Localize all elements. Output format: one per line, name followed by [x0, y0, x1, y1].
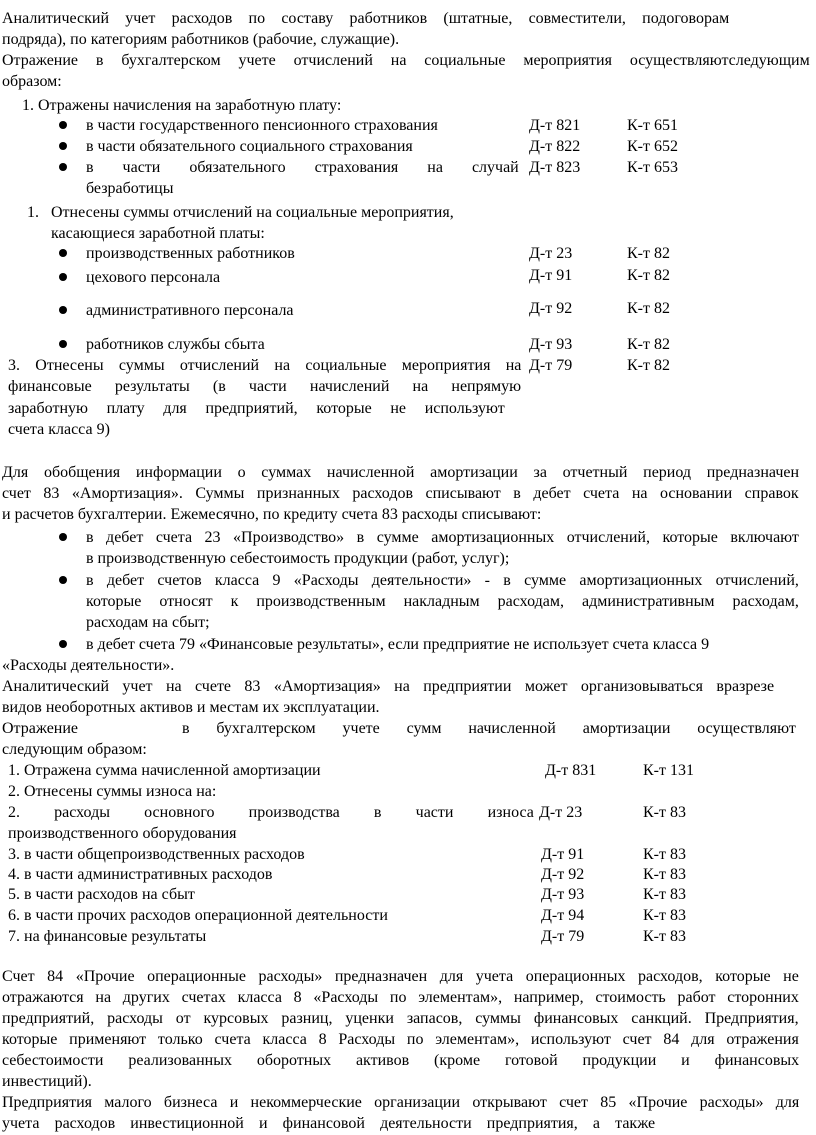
sec1-row-debit: Д-т 821 [529, 117, 581, 134]
bullet-icon [59, 576, 67, 584]
sec4-row-credit: К-т 131 [643, 762, 694, 779]
sec4-row-text-cont: производственного оборудования [8, 825, 237, 842]
amort-p1-line-2: счет 83 «Амортизация». Суммы признанных расходов списывают в дебет счета на основании справок [2, 485, 799, 502]
amort-p3-word: Отражение [2, 720, 79, 737]
sec2-row-text: административного персонала [86, 302, 294, 319]
amort-p2-line-2: видов необоротных активов и местам их эксплуатации. [2, 699, 380, 716]
outro-p2-line-2: учета расходов инвестиционной и финансовой деятельности предприятия, а также [2, 1115, 656, 1132]
sec2-row-debit: Д-т 92 [529, 300, 573, 317]
sec4-row-text: 2. расходы основного производства в части износа [8, 804, 534, 821]
sec4-row-debit: Д-т 79 [541, 928, 585, 945]
sec2-number: 1. [27, 204, 39, 221]
amort-p3-rest: в бухгалтерском учете сумм начисленной амортизации осуществляют [182, 720, 796, 737]
sec4-row-credit: К-т 83 [643, 866, 686, 883]
sec4-row-text: 6. в части прочих расходов операционной деятельности [8, 907, 388, 924]
intro-line-4: образом: [2, 73, 62, 90]
sec2-row-debit: Д-т 91 [529, 267, 573, 284]
outro-p2-line-1: Предприятия малого бизнеса и некоммерческие организации открывают счет 85 «Прочие расходы» для [2, 1094, 800, 1111]
sec4-row-text: 4. в части административных расходов [8, 866, 273, 883]
sec4-row-debit: Д-т 91 [541, 846, 585, 863]
sec2-row-debit: Д-т 23 [529, 245, 573, 262]
sec1-row-credit: К-т 651 [627, 117, 678, 134]
sec4-row-credit: К-т 83 [643, 886, 686, 903]
amort-bullet-1-line-1: в дебет счета 23 «Производство» в сумме амортизационных отчислений, которые включают [86, 529, 799, 546]
amort-p1-line-1: Для обобщения информации о суммах начисленной амортизации за отчетный период предназначен [2, 464, 800, 481]
sec2-row-credit: К-т 82 [627, 300, 670, 317]
intro-line-3: Отражение в бухгалтерском учете отчислений на социальные мероприятия осуществляютследующим [2, 52, 810, 69]
sec1-row-text-cont: безработицы [86, 180, 174, 197]
sec2-row-text: работников службы сбыта [86, 336, 265, 353]
outro-p1-line-2: отражаются на других счетах класса 8 «Расходы по элементам», например, стоимость работ сторонних [2, 989, 799, 1006]
sec1-row-text: в части обязательного социального страхования [86, 138, 413, 155]
sec2-row-text: цехового персонала [86, 269, 221, 286]
sec4-row-credit: К-т 83 [643, 907, 686, 924]
sec4-row-debit: Д-т 92 [541, 866, 585, 883]
sec3-credit: К-т 82 [627, 357, 670, 374]
bullet-icon [59, 640, 67, 648]
amort-bullet-2-line-2: которые относят к производственным накладным расходам, административным расходам, [86, 593, 799, 610]
sec1-row-text: в части обязательного страхования на случай [86, 159, 519, 176]
bullet-icon [59, 121, 67, 129]
sec4-row-debit: Д-т 93 [541, 886, 585, 903]
sec2-row-credit: К-т 82 [627, 245, 670, 262]
sec1-row-text: в части государственного пенсионного страхования [86, 117, 438, 134]
bullet-icon [59, 249, 67, 257]
outro-p1-line-4: которые применяют только счета класса 8 Расходы по элементам», используют счет 84 для отражения [2, 1031, 799, 1048]
sec4-row-text: 5. в части расходов на сбыт [8, 886, 195, 903]
sec2-heading-2: касающиеся заработной платы: [51, 225, 265, 242]
sec3-line-4: счета класса 9) [8, 421, 110, 438]
sec3-debit: Д-т 79 [529, 357, 573, 374]
sec4-row-text: 1. Отражена сумма начисленной амортизации [8, 762, 321, 779]
amort-p1-line-3: и расчетов бухгалтерии. Ежемесячно, по кредиту счета 83 расходы списывают: [2, 506, 542, 523]
intro-line-1: Аналитический учет расходов по составу работников (штатные, совместители, подоговорам [2, 10, 730, 27]
sec1-row-debit: Д-т 822 [529, 138, 581, 155]
sec2-row-credit: К-т 82 [627, 336, 670, 353]
bullet-icon [59, 340, 67, 348]
outro-p1-line-3: предприятий, расходы от курсовых разниц, уценки запасов, суммы финансовых санкций. Предприятия, [2, 1010, 799, 1027]
amort-tail: «Расходы деятельности». [2, 657, 175, 674]
sec1-row-credit: К-т 653 [627, 159, 678, 176]
sec4-row-credit: К-т 83 [643, 928, 686, 945]
bullet-icon [59, 533, 67, 541]
sec4-row-credit: К-т 83 [643, 804, 686, 821]
outro-p1-line-1: Счет 84 «Прочие операционные расходы» предназначен для учета операционных расходов, которые не [2, 968, 799, 985]
sec4-row-credit: К-т 83 [643, 846, 686, 863]
sec2-row-debit: Д-т 93 [529, 336, 573, 353]
sec2-heading-1: Отнесены суммы отчислений на социальные мероприятия, [51, 204, 454, 221]
sec1-row-credit: К-т 652 [627, 138, 678, 155]
sec1-heading: 1. Отражены начисления на заработную плату: [22, 97, 342, 114]
amort-bullet-3-line-1: в дебет счета 79 «Финансовые результаты», если предприятие не использует счета класса 9 [86, 636, 710, 653]
sec3-line-1: 3. Отнесены суммы отчислений на социальные мероприятия на [8, 357, 522, 374]
bullet-icon [59, 306, 67, 314]
sec4-row-debit: Д-т 94 [541, 907, 585, 924]
sec1-row-debit: Д-т 823 [529, 159, 581, 176]
sec2-row-credit: К-т 82 [627, 267, 670, 284]
sec4-row-text: 3. в части общепроизводственных расходов [8, 846, 305, 863]
bullet-icon [59, 163, 67, 171]
sec4-row-debit: Д-т 831 [545, 762, 597, 779]
sec3-line-2: финансовые результаты (в части начислений на непрямую [8, 378, 522, 395]
intro-line-2: подряда), по категориям работников (рабочие, служащие). [2, 31, 400, 48]
outro-p1-line-6: инвестиций). [2, 1073, 92, 1090]
outro-p1-line-5: себестоимости реализованных оборотных активов (кроме готовой продукции и финансовых [2, 1052, 800, 1069]
sec4-row-text: 7. на финансовые результаты [8, 928, 207, 945]
sec4-row-debit: Д-т 23 [539, 804, 583, 821]
amort-p3-line-2: следующим образом: [2, 741, 147, 758]
amort-bullet-2-line-1: в дебет счетов класса 9 «Расходы деятельности» - в сумме амортизационных отчислений, [86, 572, 799, 589]
amort-bullet-2-line-3: расходам на сбыт; [86, 614, 210, 631]
sec4-subheading: 2. Отнесены суммы износа на: [8, 783, 217, 800]
sec2-row-text: производственных работников [86, 245, 295, 262]
amort-bullet-1-line-2: в производственную себестоимость продукции (работ, услуг); [86, 550, 510, 567]
bullet-icon [59, 273, 67, 281]
amort-p2-line-1: Аналитический учет на счете 83 «Амортизация» на предприятии может организовываться вразрезе [2, 678, 775, 695]
sec3-line-3: заработную плату для предприятий, которые не используют [8, 400, 505, 417]
bullet-icon [59, 142, 67, 150]
